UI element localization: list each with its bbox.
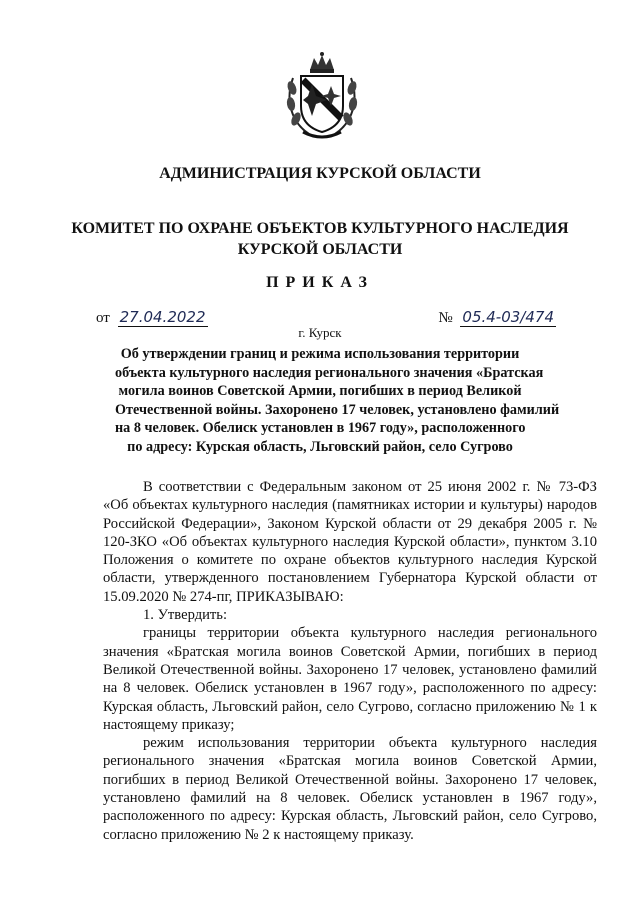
order-subject [115, 345, 560, 456]
date-prefix: от [96, 310, 110, 326]
subject-line: объекта культурного наследия регионального значения «Братская [115, 364, 544, 381]
subject-line: на 8 человек. Обелиск установлен в 1967 году», расположенного [115, 420, 526, 436]
committee-title [0, 218, 640, 260]
committee-title-line2: КУРСКОЙ ОБЛАСТИ [237, 241, 403, 258]
date-value: 27.04.2022 [119, 308, 206, 326]
subject-line: могила воинов Советской Армии, погибших в период Великой [118, 383, 522, 399]
order-body [103, 478, 597, 844]
document-type-title: ПРИКАЗ [266, 274, 374, 291]
preamble-paragraph: В соответствии с Федеральным законом от 25 июня 2002 г. № 73-ФЗ «Об объектах культурного наследия (памятниках истории и культуры) народов Российской Федерации», Законом Курской области от 29 декабря 2005 г. № 120-ЗКО «Об объектах культурного наследия Курской области», пунктом 3.10 Положения о комитете по охране объектов культурного наследия Курской области, утвержденного постановлением Губернатора Курской области от 15.09.2020 № 274-пг, ПРИКАЗЫВАЮ: [103, 479, 597, 605]
subject-line: по адресу: Курская область, Льговский район, село Сугрово [127, 438, 513, 455]
subject-line: Об утверждении границ и режима использования территории [120, 346, 520, 362]
subject-line: Отечественной войны. Захоронено 17 человек, установлено фамилий [115, 401, 560, 418]
administration-title: АДМИНИСТРАЦИЯ КУРСКОЙ ОБЛАСТИ [159, 165, 481, 182]
committee-title-line1: КОМИТЕТ ПО ОХРАНЕ ОБЪЕКТОВ КУЛЬТУРНОГО НАСЛЕДИЯ [71, 220, 569, 237]
kursk-region-coat-of-arms-icon [283, 52, 361, 140]
item-1-boundaries-paragraph: границы территории объекта культурного наследия регионального значения «Братская могила воинов Советской Армии, погибших в период Великой Отечественной войны. Захоронено 17 человек, установлено фамилий на 8 человек. Обелиск установлен в 1967 году», расположенного по адресу: Курская область, Льговский район, село Сугрово, согласно приложению № 1 к настоящему приказу; [103, 625, 597, 733]
number-value: 05.4-03/474 [462, 308, 554, 326]
item-1-regime-paragraph: режим использования территории объекта культурного наследия регионального значения «Братская могила воинов Советской Армии, погибших в период Великой Отечественной войны. Захоронено 17 человек, установлено фамилий на 8 человек. Обелиск установлен в 1967 году», расположенного по адресу: Курская область, Льговский район, село Сугрово, согласно приложению № 2 к настоящему приказу. [103, 735, 597, 843]
number-prefix: № [438, 310, 453, 326]
item-1-heading: 1. Утвердить: [143, 607, 228, 624]
city-label: г. Курск [298, 325, 342, 340]
